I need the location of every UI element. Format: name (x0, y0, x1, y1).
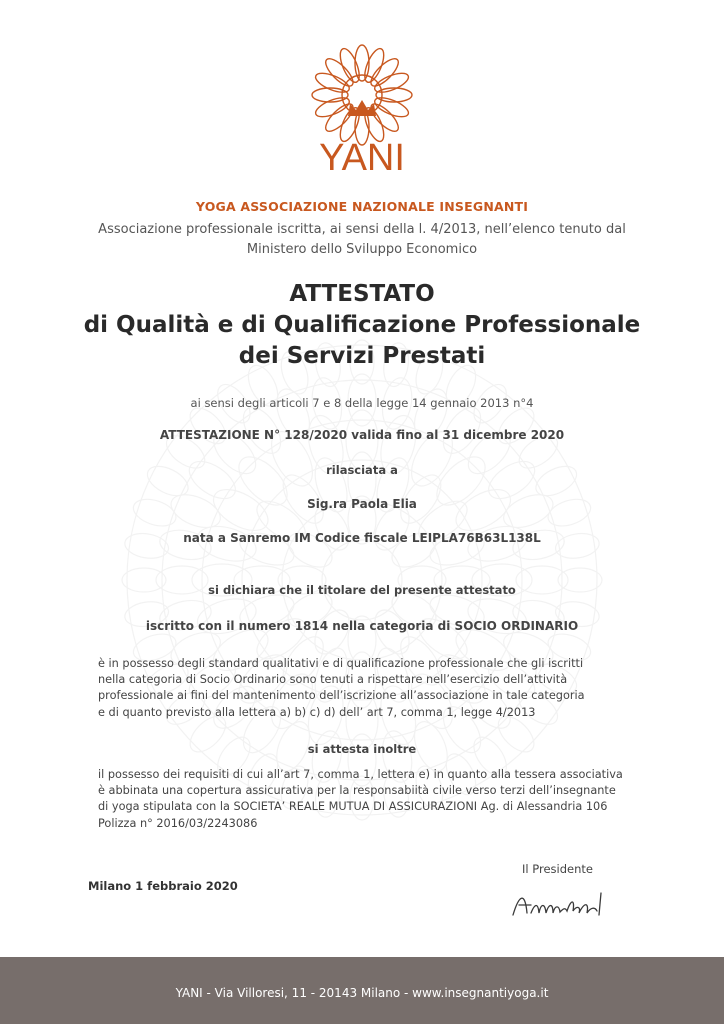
yani-logo (302, 20, 422, 180)
certificate-subtitle: di Qualità e di Qualificazione Professionale (83, 312, 641, 338)
paragraph-line: nella categoria di Socio Ordinario sono tenuti a rispettare nell’esercizio dell’attività (98, 673, 568, 687)
paragraph-line: e di quanto previsto alla lettera a) b) c) d) dell’ art 7, comma 1, legge 4/2013 (98, 705, 536, 719)
registration-info: iscritto con il numero 1814 nella categoria di SOCIO ORDINARIO (145, 619, 579, 633)
footer-address: YANI - Via Villoresi, 11 - 20143 Milano - www.insegnantiyoga.it (175, 986, 549, 1000)
also-attests-heading: si attesta inoltre (307, 742, 417, 756)
lotus-petal (367, 100, 402, 135)
paragraph-line: Polizza n° 2016/03/2243086 (98, 816, 258, 830)
president-label: Il Presidente (522, 862, 593, 876)
qualification-paragraph (98, 656, 638, 721)
lotus-petal (322, 100, 357, 135)
paragraph-line: di yoga stipulata con la SOCIETA’ REALE MUTUA DI ASSICURAZIONI Ag. di Alessandria 106 (98, 800, 608, 814)
organization-description-line: Associazione professionale iscritta, ai sensi della l. 4/2013, nell’elenco tenuto dal (98, 222, 626, 237)
mandala-ring (322, 540, 402, 620)
organization-description (0, 220, 724, 260)
law-reference: ai sensi degli articoli 7 e 8 della legge 14 gennaio 2013 n°4 (190, 396, 534, 410)
place-and-date: Milano 1 febbraio 2020 (88, 879, 238, 893)
issued-to-label: rilasciata a (326, 463, 398, 477)
logo-wordmark: YANI (319, 137, 405, 179)
attestation-number: ATTESTAZIONE N° 128/2020 valida fino al 31 dicembre 2020 (159, 428, 565, 442)
lotus-petal (367, 55, 402, 90)
certificate-subtitle: dei Servizi Prestati (238, 343, 486, 369)
paragraph-line: il possesso dei requisiti di cui all’art 7, comma 1, lettera e) in quanto alla tessera associativa (98, 768, 623, 781)
declaration-text: si dichiara che il titolare del presente attestato (208, 583, 516, 597)
insurance-paragraph (98, 767, 638, 832)
recipient-name: Sig.ra Paola Elia (307, 497, 417, 511)
president-signature (505, 885, 635, 925)
lotus-petal (322, 55, 357, 90)
recipient-birth-info: nata a Sanremo IM Codice fiscale LEIPLA76B63L138L (183, 531, 541, 545)
paragraph-line: è abbinata una copertura assicurativa per la responsabiità civile verso terzi dell’insegnante (98, 784, 616, 798)
organization-description-line: Ministero dello Sviluppo Economico (246, 242, 478, 257)
organization-name: YOGA ASSOCIAZIONE NAZIONALE INSEGNANTI (195, 199, 529, 214)
mandala-ring (282, 500, 442, 660)
paragraph-line: è in possesso degli standard qualitativi e di qualificazione professionale che gli iscritti (98, 657, 584, 670)
paragraph-line: professionale ai fini del mantenimento dell’iscrizione all’associazione in tale categoria (98, 689, 585, 703)
certificate-title: ATTESTATO (289, 281, 435, 307)
